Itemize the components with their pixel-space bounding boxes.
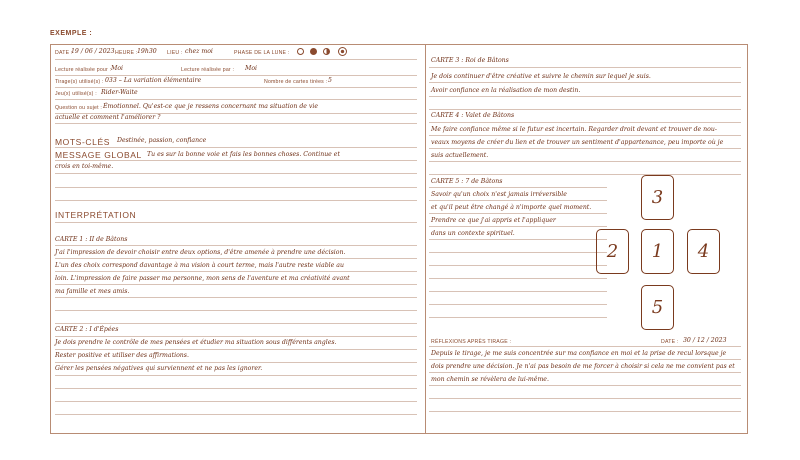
spread-card-5: 5 (641, 285, 674, 330)
reflexions-date-value: 30 / 12 / 2023 (683, 337, 727, 344)
full-moon-icon[interactable] (310, 48, 317, 55)
spread-card-1: 1 (641, 229, 674, 274)
lieu-value: chez moi (185, 48, 213, 55)
interpretation-label: INTERPRÉTATION (55, 210, 137, 220)
carte1-line-4: ma famille et mes amis. (55, 288, 130, 295)
lecture-pour-value: Moi (111, 65, 124, 72)
mots-cles-value: Destinée, passion, confiance (117, 137, 207, 144)
carte1-title: CARTE 1 : II de Bâtons (55, 236, 128, 243)
jeu-label: Jeu(x) utilisé(s) : (55, 91, 97, 97)
question-label: Question ou sujet : (55, 105, 103, 111)
journal-spread (50, 44, 748, 434)
heure-label: HEURE : (115, 50, 138, 56)
carte5-line-2: et qu'il peut être changé à n'importe quel moment. (431, 204, 592, 211)
lecture-pour-label: Lecture réalisée pour : (55, 67, 112, 73)
question-line-2: actuelle et comment l'améliorer ? (55, 114, 161, 121)
message-line-1: Tu es sur la bonne voie et fais les bonnes choses. Continue et (147, 151, 340, 158)
carte2-line-2: Rester positive et utiliser des affirmations. (55, 352, 189, 359)
reflexions-date-label: DATE : (661, 339, 679, 345)
reflexions-line-3: mon chemin se révèlera de lui-même. (431, 376, 549, 383)
phase-label: PHASE DE LA LUNE : (234, 50, 290, 56)
selected-moon-icon[interactable] (338, 47, 347, 56)
carte4-line-1: Me faire confiance même si le futur est incertain. Regarder droit devant et trouver de nou- (431, 126, 717, 133)
tirage-value: 033 – La variation élémentaire (105, 77, 202, 84)
carte3-line-1: Je dois continuer d'être créative et suivre le chemin sur lequel je suis. (431, 73, 651, 80)
nombre-value: 5 (328, 77, 332, 84)
message-line-2: crois en toi-même. (55, 163, 114, 170)
carte5-line-3: Prendre ce que j'ai appris et l'appliquer (431, 217, 556, 224)
lecture-par-label: Lecture réalisée par : (181, 67, 235, 73)
lieu-label: LIEU : (167, 50, 183, 56)
lecture-par-value: Moi (245, 65, 258, 72)
carte1-line-3: loin. L'impression de faire passer ma personne, mon sens de l'aventure et ma créativité avant (55, 275, 350, 282)
jeu-value: Rider-Waite (101, 89, 138, 96)
reflexions-label: RÉFLEXIONS APRÈS TIRAGE : (431, 339, 512, 345)
nombre-label: Nombre de cartes tirées : (264, 79, 328, 85)
carte5-title: CARTE 5 : 7 de Bâtons (431, 178, 503, 185)
spread-card-2: 2 (596, 229, 629, 274)
carte4-line-3: suis actuellement. (431, 152, 489, 159)
new-moon-icon[interactable] (297, 48, 304, 55)
message-global-label: MESSAGE GLOBAL (55, 150, 142, 160)
carte4-line-2: veaux moyens de créer du lien et de trouver un sentiment d'appartenance, peu importe où je (431, 139, 724, 146)
carte1-line-1: J'ai l'impression de devoir choisir entre deux options, d'être amenée à prendre une décision. (55, 249, 346, 256)
spread-card-4: 4 (687, 229, 720, 274)
spread-card-3: 3 (641, 175, 674, 220)
page-spine (425, 45, 426, 433)
carte5-line-4: dans un contexte spirituel. (431, 230, 515, 237)
half-moon-icon[interactable] (323, 48, 330, 55)
carte5-line-1: Savoir qu'un choix n'est jamais irréversible (431, 191, 567, 198)
mots-cles-label: MOTS-CLÉS (55, 137, 110, 147)
reflexions-line-2: dois prendre une décision. Je n'ai pas besoin de me forcer à choisir si cela ne me convient pas et (431, 363, 735, 370)
heure-value: 19h30 (137, 48, 157, 55)
question-line-1: Émotionnel. Qu'est-ce que je ressens concernant ma situation de vie (103, 103, 319, 110)
carte3-title: CARTE 3 : Roi de Bâtons (431, 57, 509, 64)
carte4-title: CARTE 4 : Valet de Bâtons (431, 112, 515, 119)
reflexions-line-1: Depuis le tirage, je me suis concentrée sur ma confiance en moi et la prise de recul lorsque je (431, 350, 727, 357)
carte2-line-1: Je dois prendre le contrôle de mes pensées et étudier ma situation sous différents angles. (55, 339, 337, 346)
carte3-line-2: Avoir confiance en la réalisation de mon destin. (431, 87, 581, 94)
date-label: DATE : (55, 50, 73, 56)
date-value: 19 / 06 / 2023 (71, 48, 115, 55)
carte2-line-3: Gérer les pensées négatives qui surviennent et ne pas les ignorer. (55, 365, 263, 372)
carte1-line-2: L'un des choix correspond davantage à ma vision à court terme, mais l'autre reste viable au (55, 262, 344, 269)
tirage-label: Tirage(s) utilisé(s) : (55, 79, 104, 85)
example-label: EXEMPLE : (50, 30, 93, 37)
carte2-title: CARTE 2 : I d'Épées (55, 326, 119, 333)
